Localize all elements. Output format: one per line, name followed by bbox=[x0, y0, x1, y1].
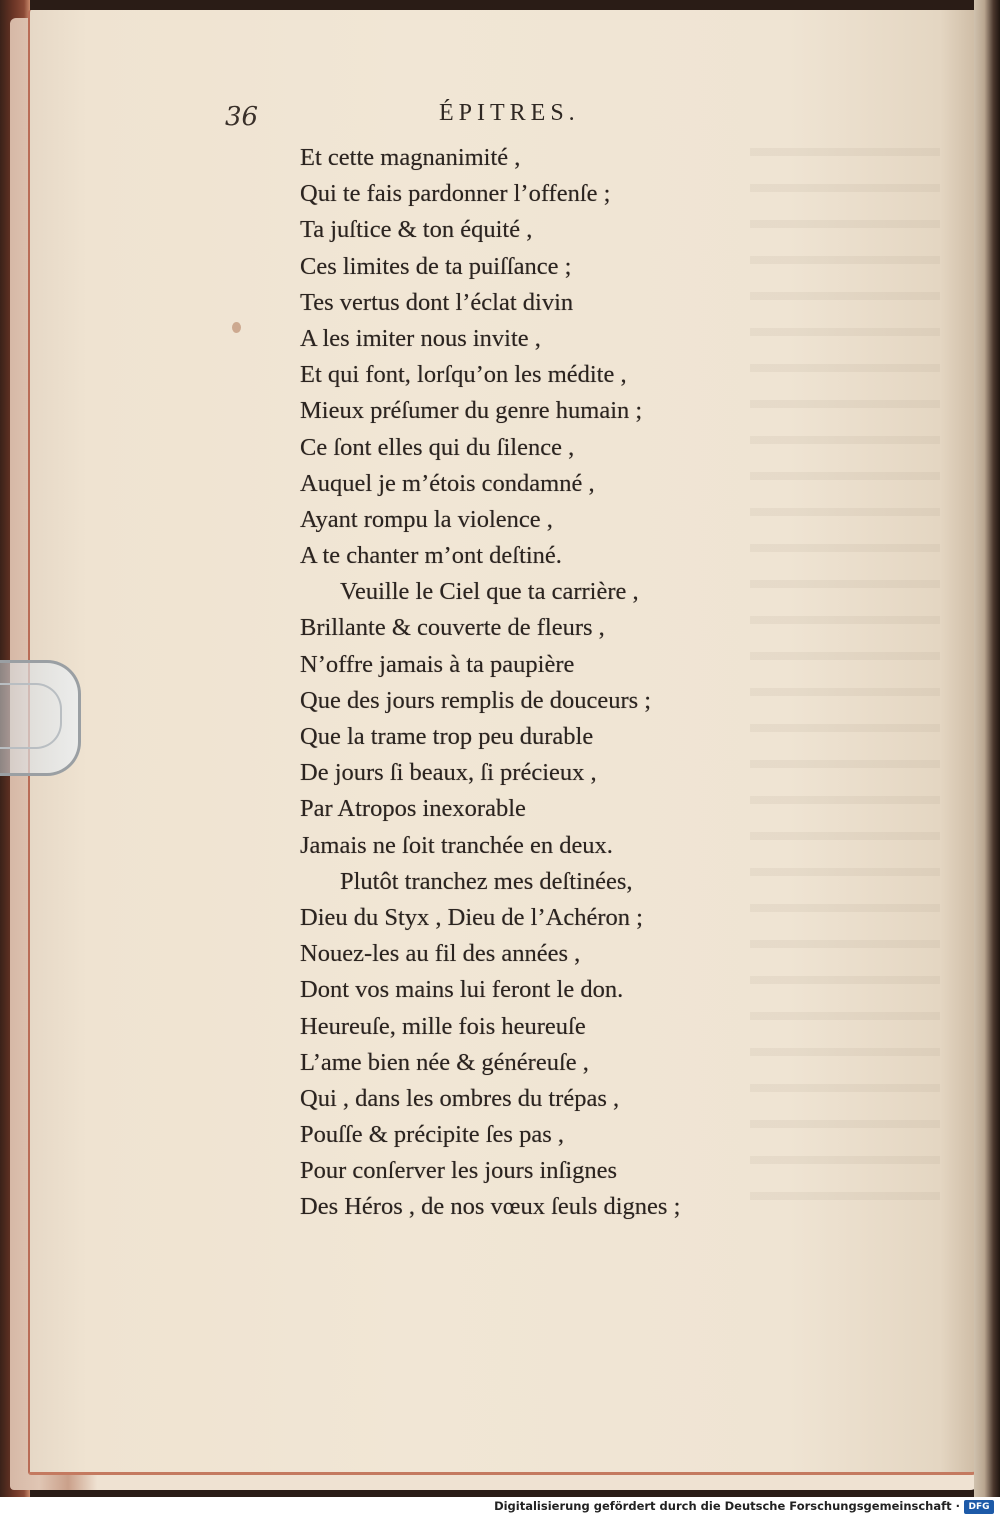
poem-line: Par Atropos inexorable bbox=[300, 795, 526, 823]
poem-line: A te chanter m’ont deſtiné. bbox=[300, 542, 562, 570]
poem-line: Que la trame trop peu durable bbox=[300, 723, 594, 750]
page-number: 36 bbox=[225, 102, 259, 132]
foxing-spot bbox=[232, 322, 241, 333]
funding-credit: Digitalisierung gefördert durch die Deutsche Forschungsgemeinschaft · bbox=[494, 1499, 960, 1513]
poem-line: Pouſſe & précipite ſes pas , bbox=[300, 1121, 564, 1149]
poem-line: Dieu du Styx , Dieu de l’Achéron ; bbox=[300, 903, 643, 931]
poem-line: A les imiter nous invite , bbox=[300, 324, 541, 352]
dfg-logo: DFG bbox=[964, 1500, 994, 1514]
poem-line: Veuille le Ciel que ta carrière , bbox=[340, 578, 639, 606]
poem-line: Auquel je m’étois condamné , bbox=[300, 469, 595, 497]
page-header bbox=[225, 98, 655, 138]
poem-line: N’offre jamais à ta paupière bbox=[300, 650, 575, 678]
poem-line: Jamais ne ſoit tranchée en deux. bbox=[300, 831, 613, 859]
book-gutter-shadow bbox=[974, 0, 1000, 1497]
poem-line: Que des jours remplis de douceurs ; bbox=[300, 686, 652, 714]
poem-line: Heureuſe, mille fois heureuſe bbox=[300, 1012, 586, 1040]
poem-line: Mieux préſumer du genre humain ; bbox=[300, 397, 643, 425]
poem-line: Ayant rompu la violence , bbox=[300, 505, 553, 533]
poem-line: Des Héros , de nos vœux ſeuls dignes ; bbox=[300, 1193, 681, 1221]
poem-line: L’ame bien née & généreuſe , bbox=[300, 1048, 589, 1076]
poem-line: Qui , dans les ombres du trépas , bbox=[300, 1084, 620, 1112]
poem-line: De jours ſi beaux, ſi précieux , bbox=[300, 759, 597, 787]
poem-line: Dont vos mains lui feront le don. bbox=[300, 976, 624, 1004]
poem-line: Et qui font, lorſqu’on les médite , bbox=[300, 361, 627, 389]
footer-bar bbox=[0, 1497, 1000, 1518]
poem-line: Plutôt tranchez mes deſtinées, bbox=[340, 867, 633, 895]
page-clip-inner bbox=[0, 683, 62, 749]
poem-line: Et cette magnanimité , bbox=[300, 144, 521, 171]
poem-line: Ces limites de ta puiſſance ; bbox=[300, 252, 572, 280]
poem-line: Brillante & couverte de fleurs , bbox=[300, 614, 605, 642]
poem-line: Tes vertus dont l’éclat divin bbox=[300, 288, 574, 316]
poem-line: Qui te fais pardonner l’offenſe ; bbox=[300, 180, 611, 208]
poem-line: Pour conſerver les jours inſignes bbox=[300, 1157, 618, 1185]
poem-text bbox=[300, 140, 740, 1226]
poem-line: Nouez-les au fil des années , bbox=[300, 940, 581, 968]
running-title: ÉPITRES. bbox=[439, 100, 580, 126]
poem-line: Ce ſont elles qui du ſilence , bbox=[300, 433, 575, 461]
poem-line: Ta juſtice & ton équité , bbox=[300, 216, 533, 244]
